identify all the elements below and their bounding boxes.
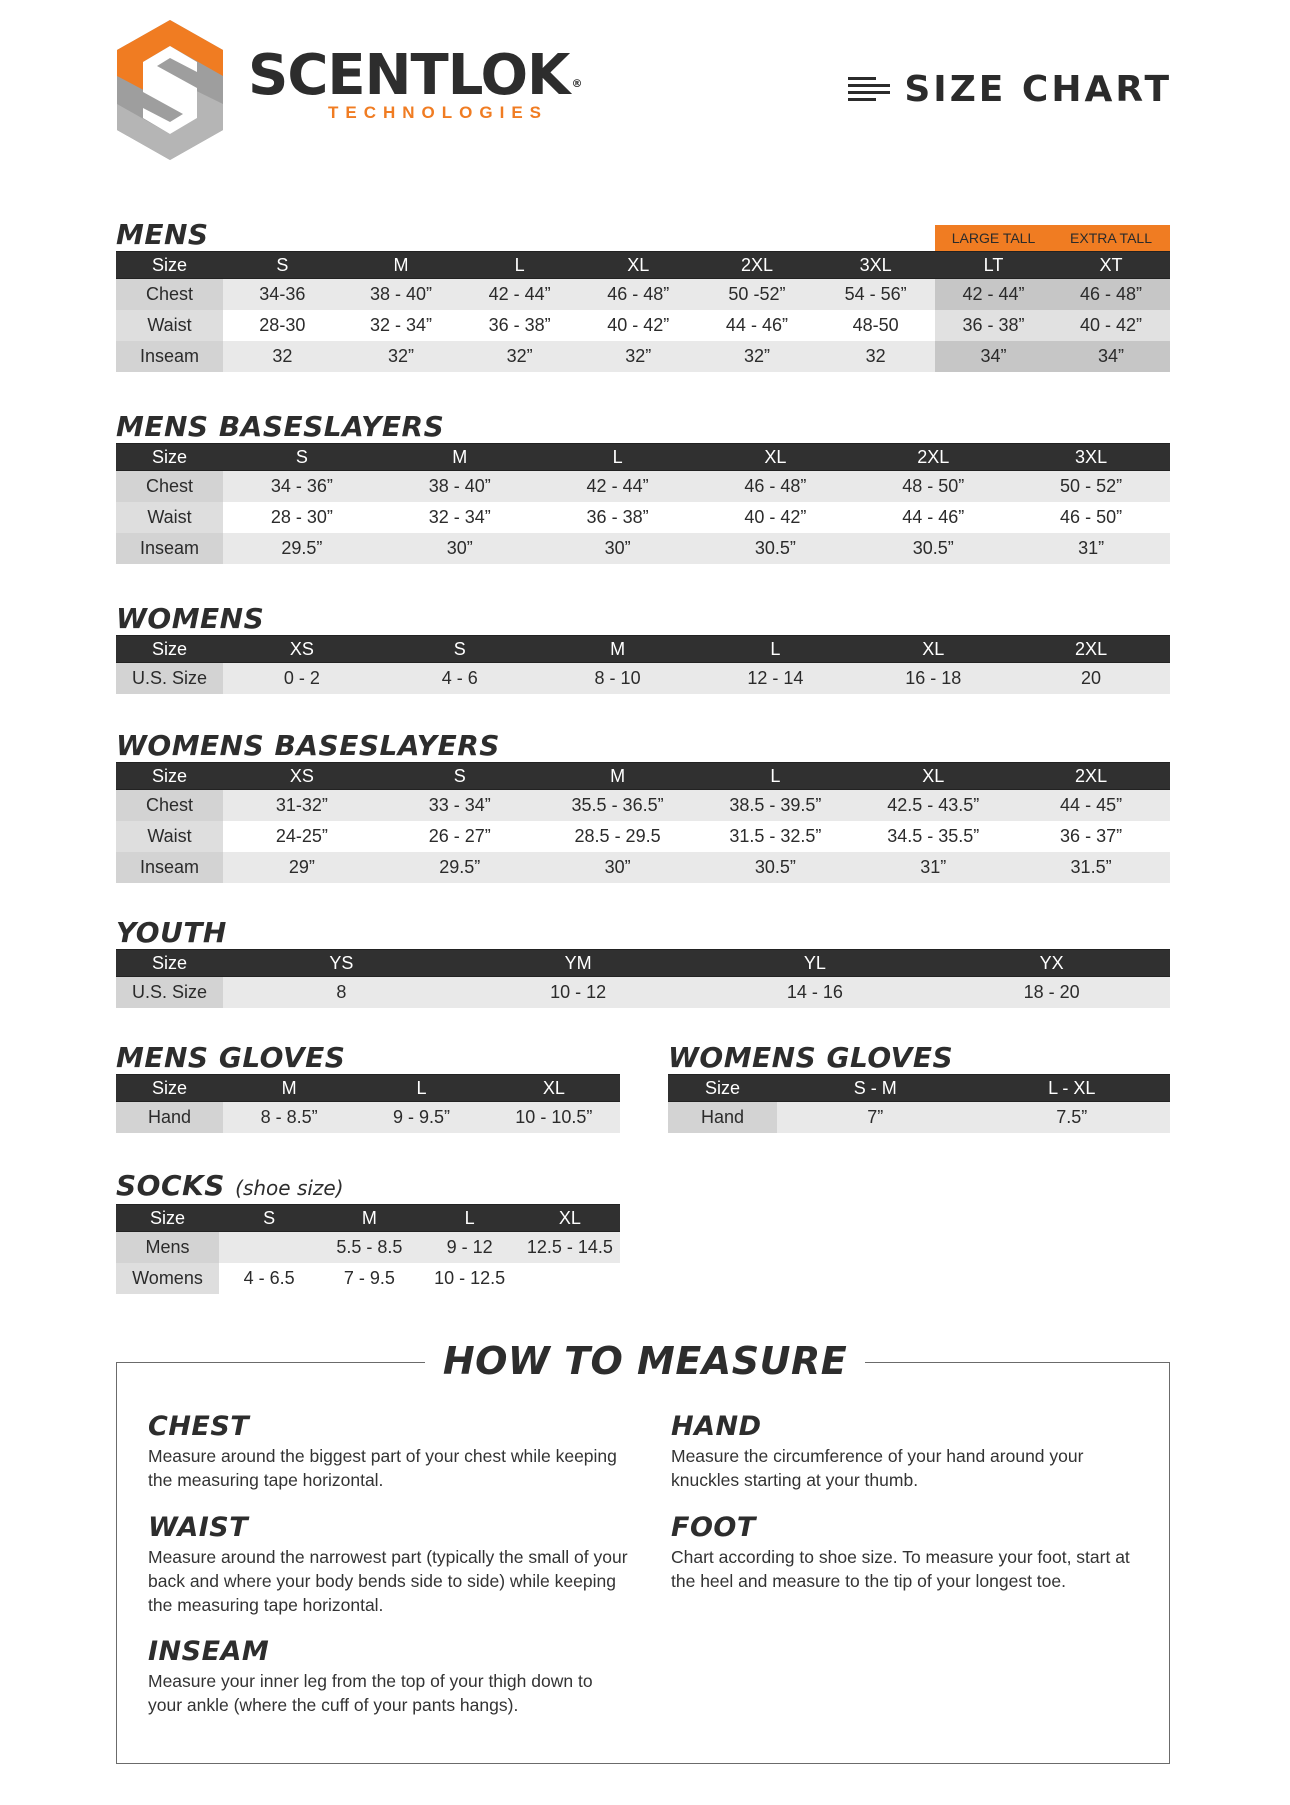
- measure-heading: FOOT: [671, 1512, 756, 1543]
- table-cell: 34 - 36”: [223, 471, 381, 503]
- column-header: L: [460, 252, 579, 279]
- table-cell: [520, 1263, 620, 1294]
- table-cell: 34”: [935, 341, 1052, 372]
- table-row: [116, 341, 1170, 372]
- table-row: [116, 852, 1170, 883]
- row-label: U.S. Size: [116, 977, 223, 1009]
- table-cell: 42 - 44”: [460, 279, 579, 311]
- table-cell: 30.5”: [854, 533, 1012, 564]
- section-title: [116, 1171, 620, 1203]
- table-cell: 8 - 10: [539, 663, 697, 695]
- extra-tall-tag: EXTRA TALL: [1052, 225, 1170, 251]
- table-cell: 42 - 44”: [539, 471, 697, 503]
- list-lines-icon: [848, 77, 890, 103]
- column-header: XL: [854, 763, 1012, 790]
- table-row: [116, 790, 1170, 822]
- table-row: [116, 1232, 620, 1264]
- mens-baselayers-section: [116, 412, 1170, 564]
- table-cell: 9 - 9.5”: [355, 1102, 487, 1134]
- table-cell: 36 - 38”: [935, 310, 1052, 341]
- table-cell: 44 - 45”: [1012, 790, 1170, 822]
- measure-heading: INSEAM: [148, 1636, 270, 1667]
- mens-gloves-section: [116, 1043, 620, 1133]
- table-cell: 35.5 - 36.5”: [539, 790, 697, 822]
- row-label: U.S. Size: [116, 663, 223, 695]
- table-cell: 46 - 48”: [579, 279, 698, 311]
- measure-text: Measure around the narrowest part (typically the small of your back and where your body bends side to side) while keeping the measuring tape horizontal.: [148, 1547, 628, 1615]
- column-header: YS: [223, 950, 460, 977]
- table-cell: 30.5”: [696, 852, 854, 883]
- column-header: 2XL: [1012, 763, 1170, 790]
- table-cell: 4 - 6.5: [219, 1263, 319, 1294]
- row-label: Chest: [116, 279, 223, 311]
- table-cell: 42.5 - 43.5”: [854, 790, 1012, 822]
- table-cell: 34-36: [223, 279, 342, 311]
- row-label: Waist: [116, 821, 223, 852]
- column-header: S: [219, 1205, 319, 1232]
- table-cell: 44 - 46”: [698, 310, 817, 341]
- column-header: M: [381, 444, 539, 471]
- measure-text: Chart according to shoe size. To measure your foot, start at the heel and measure to the tip of your longest toe.: [671, 1547, 1130, 1591]
- table-row: [116, 533, 1170, 564]
- table-cell: 38 - 40”: [381, 471, 539, 503]
- tall-tags: [935, 225, 1170, 251]
- row-label: Waist: [116, 310, 223, 341]
- table-cell: 31.5 - 32.5”: [696, 821, 854, 852]
- registered-mark: ®: [571, 77, 582, 90]
- measure-chest: [148, 1410, 628, 1492]
- table-cell: 9 - 12: [420, 1232, 520, 1264]
- table-cell: 48 - 50”: [854, 471, 1012, 503]
- table-cell: 7 - 9.5: [319, 1263, 419, 1294]
- table-row: [116, 977, 1170, 1009]
- table-row: [116, 1102, 620, 1134]
- column-header: XL: [488, 1075, 620, 1102]
- table-cell: 32”: [698, 341, 817, 372]
- womens-baselayers-section: [116, 731, 1170, 883]
- column-header: 2XL: [1012, 636, 1170, 663]
- column-header: 3XL: [816, 252, 935, 279]
- table-cell: 7.5”: [974, 1102, 1171, 1134]
- column-header: Size: [116, 636, 223, 663]
- column-header: YX: [933, 950, 1170, 977]
- row-label: Inseam: [116, 852, 223, 883]
- table-cell: 5.5 - 8.5: [319, 1232, 419, 1264]
- table-cell: 18 - 20: [933, 977, 1170, 1009]
- mens-section: [116, 220, 1170, 372]
- column-header: L: [696, 763, 854, 790]
- large-tall-tag: LARGE TALL: [935, 225, 1052, 251]
- socks-section: [116, 1171, 620, 1294]
- column-header: Size: [116, 950, 223, 977]
- column-header: S - M: [777, 1075, 974, 1102]
- mens-baselayers-table: [116, 443, 1170, 564]
- table-cell: 32”: [342, 341, 461, 372]
- column-header: YM: [460, 950, 697, 977]
- column-header: Size: [116, 444, 223, 471]
- column-header: XS: [223, 636, 381, 663]
- table-cell: 32”: [460, 341, 579, 372]
- table-row: [116, 471, 1170, 503]
- row-label: Waist: [116, 502, 223, 533]
- womens-section: [116, 604, 1170, 694]
- column-header: Size: [116, 763, 223, 790]
- section-title: MENS BASESLAYERS: [116, 410, 445, 443]
- column-header: XL: [520, 1205, 620, 1232]
- measure-hand: [671, 1410, 1151, 1492]
- measure-heading: WAIST: [148, 1512, 249, 1543]
- measure-heading: HAND: [671, 1411, 762, 1442]
- table-cell: 36 - 38”: [460, 310, 579, 341]
- table-cell: 40 - 42”: [1052, 310, 1170, 341]
- table-cell: 40 - 42”: [696, 502, 854, 533]
- table-cell: 10 - 10.5”: [488, 1102, 620, 1134]
- measure-heading: CHEST: [148, 1411, 250, 1442]
- table-cell: 46 - 50”: [1012, 502, 1170, 533]
- table-cell: 20: [1012, 663, 1170, 695]
- table-cell: 28 - 30”: [223, 502, 381, 533]
- column-header: 2XL: [698, 252, 817, 279]
- measure-text: Measure around the biggest part of your chest while keeping the measuring tape horizontal.: [148, 1446, 617, 1490]
- table-row: [116, 663, 1170, 695]
- womens-gloves-section: [668, 1043, 1170, 1133]
- measure-inseam: [148, 1635, 628, 1717]
- column-header: S: [223, 444, 381, 471]
- table-cell: 10 - 12: [460, 977, 697, 1009]
- mens-table: [116, 251, 1170, 372]
- column-header: M: [319, 1205, 419, 1232]
- table-cell: 7”: [777, 1102, 974, 1134]
- socks-subtitle: (shoe size): [235, 1176, 344, 1200]
- table-cell: 0 - 2: [223, 663, 381, 695]
- row-label: Hand: [668, 1102, 777, 1134]
- table-cell: 31”: [1012, 533, 1170, 564]
- table-cell: 8 - 8.5”: [223, 1102, 355, 1134]
- table-row: [116, 310, 1170, 341]
- brand-name: SCENTLOK ®: [248, 43, 582, 108]
- measure-waist: [148, 1511, 628, 1617]
- column-header: L: [420, 1205, 520, 1232]
- table-cell: 32: [816, 341, 935, 372]
- table-cell: 12.5 - 14.5: [520, 1232, 620, 1264]
- table-cell: 36 - 38”: [539, 502, 697, 533]
- table-cell: 12 - 14: [696, 663, 854, 695]
- row-label: Chest: [116, 471, 223, 503]
- table-cell: 30”: [539, 852, 697, 883]
- column-header: S: [381, 636, 539, 663]
- womens-table: [116, 635, 1170, 694]
- row-label: Mens: [116, 1232, 219, 1264]
- table-row: [116, 821, 1170, 852]
- column-header: L: [539, 444, 697, 471]
- column-header: Size: [116, 1205, 219, 1232]
- table-cell: 38.5 - 39.5”: [696, 790, 854, 822]
- column-header: XT: [1052, 252, 1170, 279]
- row-label: Womens: [116, 1263, 219, 1294]
- table-cell: 44 - 46”: [854, 502, 1012, 533]
- table-cell: 8: [223, 977, 460, 1009]
- table-cell: 32”: [579, 341, 698, 372]
- table-cell: 36 - 37”: [1012, 821, 1170, 852]
- table-cell: 32: [223, 341, 342, 372]
- column-header: XL: [579, 252, 698, 279]
- table-cell: 31”: [854, 852, 1012, 883]
- table-cell: 14 - 16: [697, 977, 934, 1009]
- table-row: [116, 502, 1170, 533]
- table-cell: 33 - 34”: [381, 790, 539, 822]
- table-cell: 31.5”: [1012, 852, 1170, 883]
- table-row: [116, 1263, 620, 1294]
- column-header: L: [696, 636, 854, 663]
- table-cell: [219, 1232, 319, 1264]
- table-cell: 40 - 42”: [579, 310, 698, 341]
- column-header: 3XL: [1012, 444, 1170, 471]
- column-header: S: [381, 763, 539, 790]
- column-header: YL: [697, 950, 934, 977]
- table-cell: 24-25”: [223, 821, 381, 852]
- womens-baselayers-table: [116, 762, 1170, 883]
- column-header: M: [539, 763, 697, 790]
- youth-section: [116, 918, 1170, 1008]
- youth-table: [116, 949, 1170, 1008]
- column-header: M: [539, 636, 697, 663]
- section-title: WOMENS BASESLAYERS: [116, 729, 500, 762]
- table-cell: 16 - 18: [854, 663, 1012, 695]
- column-header: Size: [116, 1075, 223, 1102]
- table-cell: 29.5”: [223, 533, 381, 564]
- column-header: XL: [854, 636, 1012, 663]
- column-header: L: [355, 1075, 487, 1102]
- column-header: S: [223, 252, 342, 279]
- table-cell: 46 - 48”: [696, 471, 854, 503]
- socks-title: SOCKS: [116, 1169, 225, 1202]
- womens-gloves-table: [668, 1074, 1170, 1133]
- measure-foot: [671, 1511, 1151, 1593]
- table-cell: 42 - 44”: [935, 279, 1052, 311]
- table-cell: 50 - 52”: [1012, 471, 1170, 503]
- mens-gloves-table: [116, 1074, 620, 1133]
- table-row: [668, 1102, 1170, 1134]
- scentlok-logo: [117, 20, 223, 160]
- table-cell: 4 - 6: [381, 663, 539, 695]
- size-chart-header: [848, 68, 1172, 112]
- table-row: [116, 279, 1170, 311]
- table-cell: 29.5”: [381, 852, 539, 883]
- table-cell: 34”: [1052, 341, 1170, 372]
- section-title: WOMENS GLOVES: [668, 1041, 954, 1074]
- column-header: LT: [935, 252, 1052, 279]
- page-title: SIZE CHART: [904, 69, 1172, 110]
- table-cell: 28-30: [223, 310, 342, 341]
- column-header: Size: [116, 252, 223, 279]
- table-cell: 30”: [381, 533, 539, 564]
- table-cell: 46 - 48”: [1052, 279, 1170, 311]
- table-cell: 10 - 12.5: [420, 1263, 520, 1294]
- column-header: M: [342, 252, 461, 279]
- column-header: M: [223, 1075, 355, 1102]
- row-label: Hand: [116, 1102, 223, 1134]
- column-header: Size: [668, 1075, 777, 1102]
- section-title: YOUTH: [116, 916, 227, 949]
- how-to-measure-title: HOW TO MEASURE: [0, 1338, 1290, 1384]
- column-header: XL: [696, 444, 854, 471]
- table-cell: 32 - 34”: [342, 310, 461, 341]
- row-label: Chest: [116, 790, 223, 822]
- socks-table: [116, 1204, 620, 1294]
- row-label: Inseam: [116, 533, 223, 564]
- section-title: WOMENS: [116, 602, 265, 635]
- table-cell: 30”: [539, 533, 697, 564]
- section-title: MENS GLOVES: [116, 1041, 346, 1074]
- column-header: L - XL: [974, 1075, 1171, 1102]
- table-cell: 54 - 56”: [816, 279, 935, 311]
- section-title: MENS: [116, 218, 209, 251]
- table-cell: 29”: [223, 852, 381, 883]
- table-cell: 30.5”: [696, 533, 854, 564]
- column-header: XS: [223, 763, 381, 790]
- table-cell: 31-32”: [223, 790, 381, 822]
- measure-text: Measure the circumference of your hand around your knuckles starting at your thumb.: [671, 1446, 1084, 1490]
- table-cell: 32 - 34”: [381, 502, 539, 533]
- table-cell: 34.5 - 35.5”: [854, 821, 1012, 852]
- column-header: 2XL: [854, 444, 1012, 471]
- table-cell: 28.5 - 29.5: [539, 821, 697, 852]
- measure-text: Measure your inner leg from the top of your thigh down to your ankle (where the cuff of your pants hangs).: [148, 1671, 593, 1715]
- row-label: Inseam: [116, 341, 223, 372]
- table-cell: 50 -52”: [698, 279, 817, 311]
- brand-tagline: TECHNOLOGIES: [328, 103, 549, 122]
- table-cell: 38 - 40”: [342, 279, 461, 311]
- table-cell: 26 - 27”: [381, 821, 539, 852]
- table-cell: 48-50: [816, 310, 935, 341]
